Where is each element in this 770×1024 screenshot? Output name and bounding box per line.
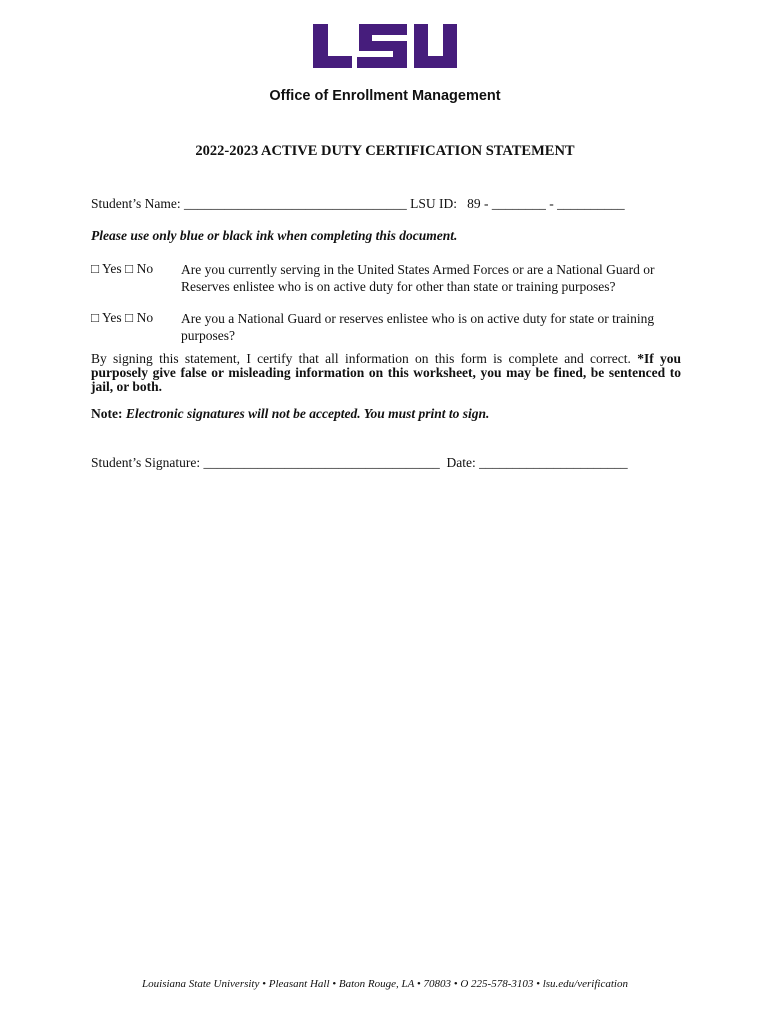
question-1-checkboxes[interactable]: □ Yes □ No [91,261,154,276]
logo-letter-u [414,24,457,68]
lsu-id-field-1[interactable]: ________ [491,196,546,211]
note-text: Electronic signatures will not be accepted. You must print to sign. [125,406,490,421]
lsu-id-field-2[interactable]: __________ [557,196,625,211]
lsu-id-label: LSU ID: [410,196,457,211]
student-name-label: Student’s Name: [91,196,181,211]
ink-instruction: Please use only blue or black ink when completing this document. [91,228,458,243]
lsu-logo [311,22,458,70]
lsu-id-separator: - [549,196,554,211]
certification-warning: *If you purposely give false or misleading information on this worksheet, you may be fined, be sentenced to jail, or both. [91,351,682,394]
question-1-text: Are you currently serving in the United States Armed Forces or are a National Guard or Reserves enlistee who is on active duty for other than state or training purposes? [181,262,655,294]
signature-note [91,406,489,422]
logo-letter-s [357,24,407,68]
note-label: Note: [91,406,123,421]
signature-field[interactable]: ___________________________________ [203,455,440,470]
date-field[interactable]: ______________________ [479,455,628,470]
office-heading: Office of Enrollment Management [269,88,501,104]
date-label: Date: [446,455,476,470]
student-info-row [91,196,625,212]
lsu-id-prefix: 89 - [467,196,489,211]
footer-address: Louisiana State University • Pleasant Hall • Baton Rouge, LA • 70803 • O 225-578-3103 • lsu.edu/verification [142,978,628,990]
question-2-text: Are you a National Guard or reserves enlistee who is on active duty for state or training purposes? [181,311,655,343]
signature-row [91,455,628,471]
signature-label: Student’s Signature: [91,455,201,470]
question-2-checkboxes[interactable]: □ Yes □ No [91,310,154,325]
student-name-field[interactable]: _________________________________ [184,196,407,211]
certification-text: By signing this statement, I certify that all information on this form is complete and correct. [91,351,631,366]
document-title: 2022-2023 ACTIVE DUTY CERTIFICATION STATEMENT [195,143,575,159]
certification-statement [91,352,681,394]
logo-letter-l [313,24,352,68]
